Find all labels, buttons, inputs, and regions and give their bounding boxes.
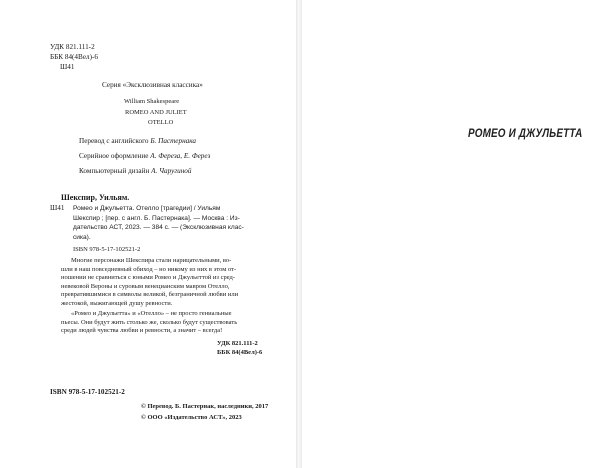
title-page [302, 0, 600, 468]
bbk-code: ББК 84(4Вел)-6 [50, 53, 98, 61]
annotation-line: среди людей чувства любви и ревности, а значит – всегда! [61, 327, 223, 335]
annotation-line: шли в наш повседневный обиход – но никому из них в этом от- [61, 265, 237, 273]
catalog-description [73, 204, 244, 242]
annotation-line: невековой Вероны и суровым венецианским мавром Отелло, [61, 282, 230, 290]
annotation-line: превратившимися в символы великой, безграничной любви или [61, 291, 239, 299]
catalog-line: Ромео и Джульетта. Отелло [трагедии] / Уильям [73, 205, 221, 212]
annotation-line: жестокой, выжигающей душу ревности. [61, 299, 173, 307]
annotation-line: «Ромео и Джульетта» и «Отелло» – не просто гениальные [71, 310, 232, 317]
isbn-bottom: ISBN 978-5-17-102521-2 [50, 388, 125, 396]
annotation-paragraph-2 [61, 310, 237, 336]
copyright-page [0, 0, 296, 468]
computer-designer: А. Чаругиной [151, 167, 192, 175]
half-title: РОМЕО И ДЖУЛЬЕТТА [468, 128, 583, 140]
author-russian: Шекспир, Уильям. [61, 193, 130, 202]
series-name: Серия «Эксклюзивная классика» [102, 81, 203, 89]
computer-design-label: Компьютерный дизайн [79, 167, 150, 175]
catalog-sign: Ш41 [50, 204, 65, 212]
annotation-line: пьесы. Они будут жить столько же, сколько будут существовать [61, 318, 238, 326]
copyright-publisher: © ООО «Издательство АСТ», 2023 [141, 414, 242, 421]
series-designers: А. Фереза, Е. Ферез [150, 152, 211, 160]
annotation-line: Многие персонажи Шекспира стали нарицательными, во- [71, 257, 232, 264]
annotation-paragraph-1 [61, 257, 238, 309]
copyright-translation: © Перевод. Б. Пастернак, наследники, 2017 [141, 403, 269, 410]
bbk-bottom: ББК 84(4Вел)-6 [217, 349, 263, 356]
computer-design-credit [79, 167, 191, 176]
isbn-inline: ISBN 978-5-17-102521-2 [73, 246, 141, 253]
translation-credit [79, 137, 196, 146]
translator-name: Б. Пастернака [150, 137, 197, 145]
series-design-credit [79, 152, 210, 161]
series-design-label: Серийное оформление [79, 152, 149, 160]
title-english-1: ROMEO AND JULIET [125, 109, 187, 116]
author-sign: Ш41 [60, 63, 75, 71]
title-english-2: OTELLO [148, 119, 174, 126]
catalog-line: дательство АСТ, 2023. — 384 с. — (Эксклюзивная клас- [73, 224, 244, 232]
translation-label: Перевод с английского [79, 137, 149, 145]
udk-code: УДК 821.111-2 [50, 43, 95, 51]
catalog-line: Шекспир ; [пер. с англ. Б. Пастернака]. — Москва : Из- [73, 214, 240, 222]
annotation-line: ношении не сравниться с юными Ромео и Джульеттой из сред- [61, 274, 236, 282]
udk-bottom: УДК 821.111-2 [217, 340, 258, 347]
catalog-line: сика). [73, 233, 91, 241]
author-english: William Shakespeare [124, 98, 180, 105]
